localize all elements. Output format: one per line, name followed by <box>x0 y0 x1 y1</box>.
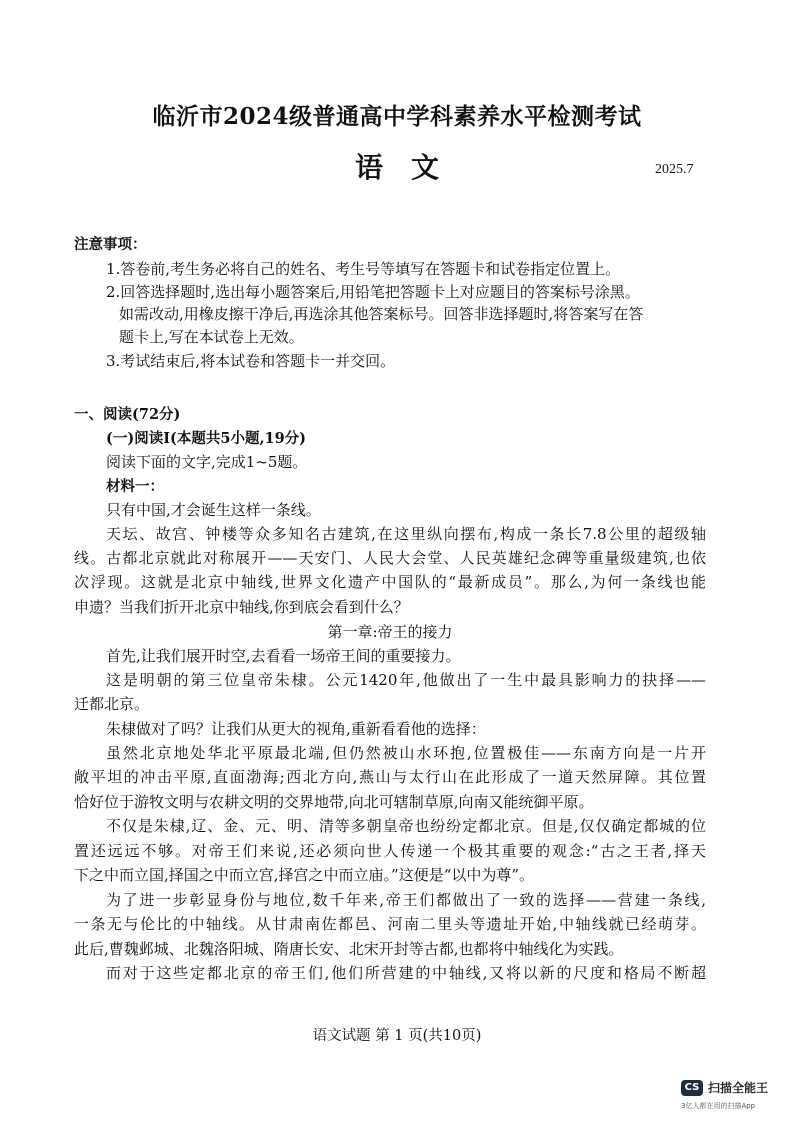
passage-line: 次浮现。这就是北京中轴线,世界文化遗产中国队的“最新成员”。那么,为何一条线也能 <box>74 573 706 591</box>
scanner-tagline: 3亿人都在用的扫描App <box>681 1102 756 1110</box>
passage-line: 线。古都北京就此对称展开——天安门、人民大会堂、人民英雄纪念碑等重量级建筑,也依 <box>74 549 706 567</box>
notice-heading: 注意事项： <box>74 236 147 253</box>
passage-line: 只有中国,才会诞生这样一条线。 <box>106 501 321 519</box>
passage-line: 此后,曹魏邺城、北魏洛阳城、隋唐长安、北宋开封等古都,也都将中轴线化为实践。 <box>74 940 624 958</box>
sub-section-heading: (一)阅读Ⅰ(本题共5小题,19分) <box>106 430 307 447</box>
notice-item: 题卡上,写在本试卷上无效。 <box>119 328 304 346</box>
passage-line: 为了进一步彰显身份与地位,数千年来,帝王们都做出了一致的选择——营建一条线, <box>106 891 706 909</box>
notice-item: 3.考试结束后,将本试卷和答题卡一并交回。 <box>106 352 396 370</box>
passage-line: 首先,让我们展开时空,去看看一场帝王间的重要接力。 <box>106 647 461 665</box>
passage-line: 恰好位于游牧文明与农耕文明的交界地带,向北可辖制草原,向南又能统御平原。 <box>74 793 594 811</box>
scanner-app-name: 扫描全能王 <box>708 1081 769 1095</box>
notice-item: 2.回答选择题时,选出每小题答案后,用铅笔把答题卡上对应题目的答案标号涂黑。 <box>106 283 640 301</box>
passage-line: 朱棣做对了吗？让我们从更大的视角,重新看看他的选择： <box>106 720 486 738</box>
notice-item: 1.答卷前,考生务必将自己的姓名、考生号等填写在答题卡和试卷指定位置上。 <box>106 260 621 278</box>
chapter-heading: 第一章:帝王的接力 <box>327 623 453 641</box>
passage-line: 置还远远不够。对帝王们来说,还必须向世人传递一个极其重要的观念:“古之王者,择天 <box>74 842 706 860</box>
passage-line: 申遗？当我们折开北京中轴线,你到底会看到什么？ <box>74 598 409 616</box>
camscanner-icon: CS <box>681 1080 703 1096</box>
passage-line: 这是明朝的第三位皇帝朱棣。公元1420年,他做出了一生中最具影响力的抉择—— <box>106 671 706 689</box>
exam-title: 临沂市2024级普通高中学科素养水平检测考试 <box>152 103 642 130</box>
notice-item: 如需改动,用橡皮擦干净后,再选涂其他答案标号。回答非选择题时,将答案写在答 <box>119 305 644 323</box>
passage-line: 虽然北京地处华北平原最北端,但仍然被山水环抱,位置极佳——东南方向是一片开 <box>106 744 706 762</box>
passage-line: 不仅是朱棣,辽、金、元、明、清等多朝皇帝也纷纷定都北京。但是,仅仅确定都城的位 <box>106 817 706 835</box>
passage-line: 天坛、故宫、钟楼等众多知名古建筑,在这里纵向摆布,构成一条长7.8公里的超级轴 <box>106 525 706 543</box>
scanner-watermark <box>681 1079 768 1096</box>
instruction: 阅读下面的文字,完成1~5题。 <box>106 453 308 471</box>
section-heading: 一、阅读(72分) <box>74 406 181 423</box>
passage-line: 一条无与伦比的中轴线。从甘肃南佐都邑、河南二里头等遗址开始,中轴线就已经萌芽。 <box>74 915 706 933</box>
exam-date: 2025.7 <box>655 162 694 177</box>
page-footer: 语文试题 第 1 页(共10页) <box>312 1028 482 1044</box>
material-label: 材料一： <box>106 478 164 495</box>
passage-line: 下之中而立国,择国之中而立宫,择宫之中而立庙。”这便是“以中为尊”。 <box>74 866 535 884</box>
subject-title: 语文 <box>354 151 467 184</box>
passage-line: 迁都北京。 <box>74 695 150 713</box>
passage-line: 敞平坦的冲击平原,直面渤海;西北方向,燕山与太行山在此形成了一道天然屏障。其位置 <box>74 768 706 786</box>
passage-line: 而对于这些定都北京的帝王们,他们所营建的中轴线,又将以新的尺度和格局不断超 <box>106 964 706 982</box>
